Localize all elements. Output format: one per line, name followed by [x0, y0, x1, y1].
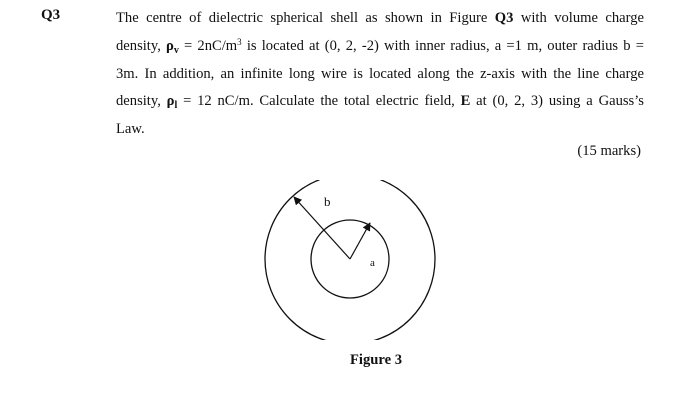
- rho-symbol: ρ: [166, 37, 174, 54]
- question-line-5: Law.: [116, 121, 145, 138]
- inner-radius-label: a: [370, 257, 375, 269]
- figure-reference: Q3: [494, 10, 514, 26]
- electric-field-symbol: E: [460, 93, 471, 110]
- question-line-1: [116, 5, 644, 33]
- outer-radius-label: b: [324, 194, 331, 209]
- inner-radius-arrow: [350, 223, 370, 259]
- question-line-1-part-c: with volume charge: [513, 10, 644, 26]
- question-line-4-part-c: at (0, 2, 3) using a Gauss’s: [470, 93, 644, 110]
- question-line-2-part-a: density,: [116, 37, 167, 54]
- rho-subscript-l: l: [174, 100, 178, 112]
- question-text: [116, 5, 644, 144]
- figure-caption: Figure 3: [350, 352, 403, 368]
- question-line-1-part-a: The centre of dielectric spherical shell as shown in Figure: [116, 10, 495, 26]
- spherical-shell-figure: [262, 180, 438, 340]
- question-line-4: [116, 88, 644, 116]
- marks-label: (15 marks): [577, 143, 641, 159]
- question-line-2-part-c: is located at (0, 2, -2) with inner radius, a =1 m, outer radius b =: [241, 37, 644, 54]
- question-line-2-part-b: = 2nC/m: [178, 37, 238, 54]
- superscript-3: 3: [237, 36, 242, 47]
- rho-subscript-v: v: [173, 44, 179, 56]
- question-line-3: 3m. In addition, an infinite long wire is located along the z-axis with the line charge: [116, 65, 644, 82]
- rho-symbol: ρ: [166, 93, 175, 110]
- question-line-2: [116, 33, 644, 61]
- outer-radius-arrow: [294, 197, 350, 259]
- question-line-4-part-a: density,: [116, 93, 167, 110]
- question-number: Q3: [41, 7, 61, 23]
- outer-circle: [265, 180, 435, 340]
- question-line-4-part-b: = 12 nC/m. Calculate the total electric field,: [177, 93, 461, 110]
